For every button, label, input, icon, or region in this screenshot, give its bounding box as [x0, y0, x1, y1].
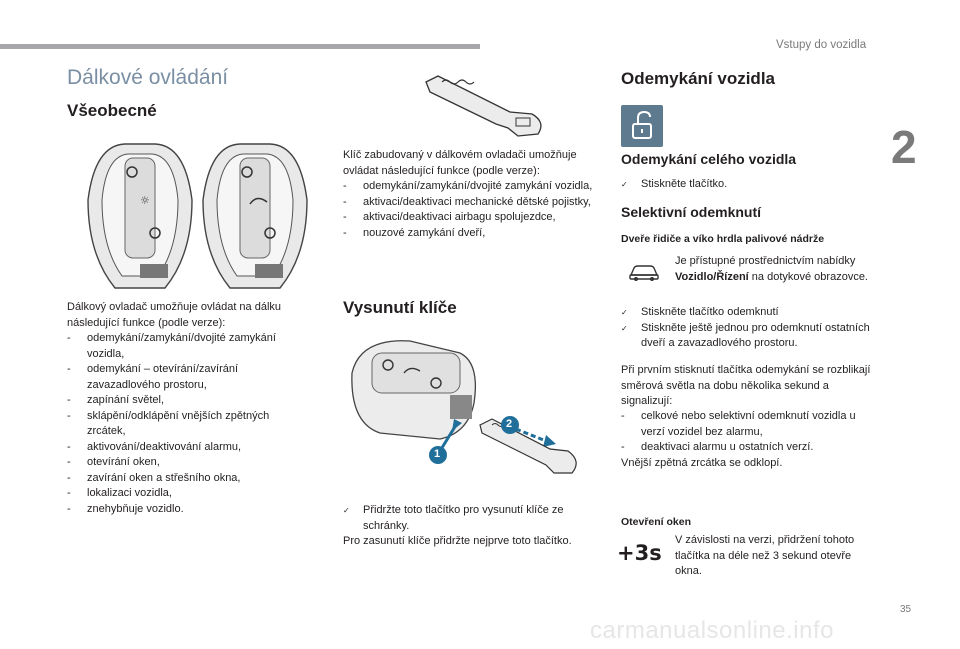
remote-key-right-icon — [203, 144, 307, 288]
list-item: - znehybňuje vozidlo. — [67, 502, 303, 518]
list-item: - aktivování/deaktivování alarmu, — [67, 440, 303, 456]
key-release-illustration — [350, 333, 590, 498]
chapter-number: 2 — [891, 121, 917, 173]
middle-intro: Klíč zabudovaný v dálkovém ovladači umožňuje ovládat následující funkce (podle verze): — [343, 149, 577, 177]
first-press-list — [621, 409, 876, 456]
key-steps — [343, 503, 601, 534]
key-section-title: Vysunutí klíče — [343, 298, 457, 317]
menu-access-text: Je přístupné prostřednictvím nabídky Vozidlo/Řízení na dotykové obrazovce. — [675, 255, 868, 283]
list-item: - otevírání oken, — [67, 455, 303, 471]
windows-text: V závislosti na verzi, přidržení tohoto tlačítka na déle než 3 sekund otevře okna. — [675, 534, 855, 577]
list-item: - odemykání/zamykání/dvojité zamykání vozidla, — [343, 179, 601, 195]
callout-2: 2 — [506, 418, 513, 430]
step-item: ✓ Stiskněte tlačítko. — [621, 177, 876, 193]
section-title: Dálkové ovládání — [67, 66, 229, 89]
list-item: - lokalizaci vozidla, — [67, 486, 303, 502]
step-item: ✓ Stiskněte ještě jednou pro odemknutí ostatních dveří a zavazadlového prostoru. — [621, 321, 876, 352]
running-header: Vstupy do vozidla — [776, 39, 867, 51]
callout-1: 1 — [434, 448, 441, 460]
subsection-title: Všeobecné — [67, 101, 157, 120]
full-unlock-title: Odemykání celého vozidla — [621, 151, 797, 167]
first-press-text: Při prvním stisknutí tlačítka odemykání se rozblikají směrová světla na dobu několika sekund a signalizují: — [621, 364, 871, 407]
remote-key-left-icon — [88, 144, 192, 288]
list-item: - odemykání/zamykání/dvojité zamykání vozidla, — [67, 331, 303, 362]
step-item: ✓ Přidržte toto tlačítko pro vysunutí klíče ze schránky. — [343, 503, 601, 534]
watermark: carmanualsonline.info — [590, 617, 834, 644]
list-item: - zapínání světel, — [67, 393, 303, 409]
unlock-icon — [621, 105, 663, 147]
list-item: - odemykání – otevírání/zavírání zavazadlového prostoru, — [67, 362, 303, 393]
step-item: ✓ Stiskněte tlačítko odemknutí — [621, 305, 876, 321]
plus-3s-icon: +3s — [617, 541, 662, 565]
mirrors-text: Vnější zpětná zrcátka se odklopí. — [621, 457, 783, 469]
selective-unlock-title: Selektivní odemknutí — [621, 204, 762, 220]
selective-steps — [621, 305, 876, 352]
left-functions-list — [67, 331, 303, 517]
full-unlock-steps — [621, 177, 876, 193]
list-item: - aktivaci/deaktivaci airbagu spolujezdce, — [343, 210, 601, 226]
list-item: - zavírání oken a střešního okna, — [67, 471, 303, 487]
list-item: - nouzové zamykání dveří, — [343, 226, 601, 242]
car-settings-icon — [628, 262, 660, 287]
key-blade-illustration — [420, 72, 550, 147]
left-intro: Dálkový ovladač umožňuje ovládat na dálku následující funkce (podle verze): — [67, 301, 282, 329]
list-item: - sklápění/odklápění vnějších zpětných zrcátek, — [67, 409, 303, 440]
key-note: Pro zasunutí klíče přidržte nejprve toto tlačítko. — [343, 535, 572, 547]
key-blade-icon — [480, 419, 576, 473]
remote-keys-illustration — [80, 140, 310, 300]
svg-text:☼: ☼ — [140, 194, 150, 207]
unlock-section-title: Odemykání vozidla — [621, 69, 775, 88]
list-item: - celkové nebo selektivní odemknutí vozidla u verzí vozidel bez alarmu, — [621, 409, 876, 440]
selective-unlock-subtitle: Dveře řidiče a víko hrdla palivové nádrže — [621, 233, 825, 245]
list-item: - deaktivaci alarmu u ostatních verzí. — [621, 440, 876, 456]
menu-path: Vozidlo/Řízení — [675, 270, 749, 283]
header-rule — [0, 44, 480, 49]
page-number: 35 — [900, 604, 912, 615]
middle-functions-list — [343, 179, 601, 241]
list-item: - aktivaci/deaktivaci mechanické dětské pojistky, — [343, 195, 601, 211]
windows-title: Otevření oken — [621, 516, 692, 528]
key-blade-icon — [420, 72, 550, 142]
